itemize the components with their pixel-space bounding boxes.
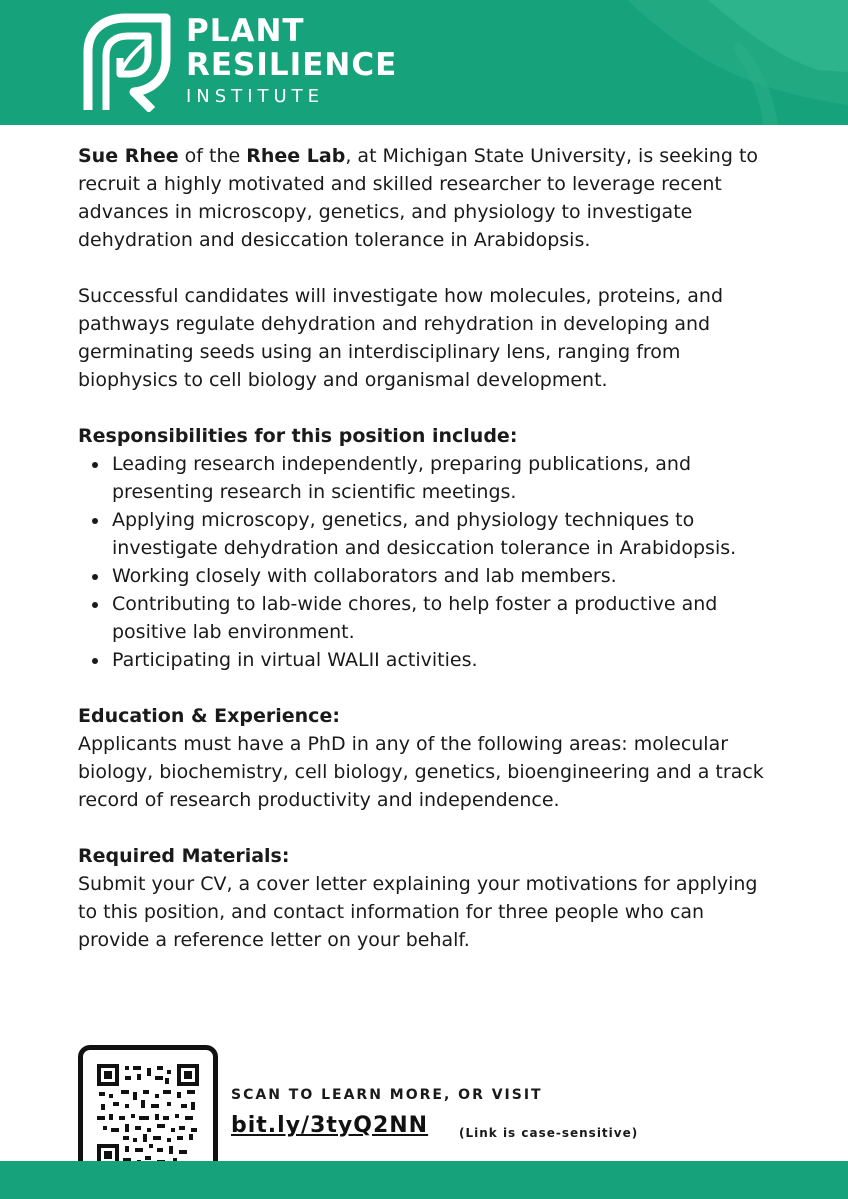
list-item: Participating in virtual WALII activities. bbox=[112, 646, 778, 674]
materials-heading: Required Materials: bbox=[78, 845, 290, 867]
education-text: Applicants must have a PhD in any of the following areas: molecular biology, biochemistry, cell biology, genetics, bioengineering and a track record of research productivity and independence. bbox=[78, 733, 764, 811]
qr-code-icon bbox=[97, 1064, 199, 1166]
link-note: (Link is case-sensitive) bbox=[459, 1126, 639, 1140]
materials-text: Submit your CV, a cover letter explaining your motivations for applying to this position, and contact information for three people who can provide a reference letter on your behalf. bbox=[78, 873, 758, 951]
responsibilities-list bbox=[78, 450, 778, 674]
candidates-paragraph: Successful candidates will investigate how molecules, proteins, and pathways regulate dehydration and rehydration in developing and germinating seeds using an interdisciplinary lens, ranging from biophysics to cell biology and organismal development. bbox=[78, 285, 724, 391]
intro-paragraph bbox=[78, 142, 778, 254]
brand-name bbox=[186, 13, 398, 107]
header-banner bbox=[0, 0, 848, 125]
brand-line-plant: PLANT bbox=[186, 13, 305, 49]
intro-rest: , at Michigan State University, is seeking to recruit a highly motivated and skilled researcher to leverage recent advances in microscopy, genetics, and physiology to investigate dehydration and desiccation tolerance in Arabidopsis. bbox=[78, 145, 759, 251]
job-description bbox=[78, 142, 778, 954]
list-item: Contributing to lab-wide chores, to help foster a productive and positive lab environment. bbox=[112, 590, 778, 646]
list-item: Leading research independently, preparing publications, and presenting research in scientific meetings. bbox=[112, 450, 778, 506]
researcher-name: Sue Rhee bbox=[78, 145, 179, 167]
education-heading: Education & Experience: bbox=[78, 705, 340, 727]
brand-line-resilience: RESILIENCE bbox=[186, 47, 398, 83]
list-item: Working closely with collaborators and lab members. bbox=[112, 562, 778, 590]
short-link[interactable]: bit.ly/3tyQ2NN bbox=[231, 1113, 429, 1138]
footer-bar bbox=[0, 1161, 848, 1199]
responsibilities-heading: Responsibilities for this position include: bbox=[78, 425, 518, 447]
lab-name: Rhee Lab bbox=[246, 145, 346, 167]
brand-line-institute: INSTITUTE bbox=[186, 86, 325, 107]
plant-silhouette-icon bbox=[588, 0, 848, 125]
leaf-r-logo-icon bbox=[82, 12, 172, 112]
intro-of-the: of the bbox=[178, 145, 247, 167]
list-item: Applying microscopy, genetics, and physiology techniques to investigate dehydration and desiccation tolerance in Arabidopsis. bbox=[112, 506, 778, 562]
scan-heading: SCAN TO LEARN MORE, OR VISIT bbox=[231, 1087, 543, 1103]
